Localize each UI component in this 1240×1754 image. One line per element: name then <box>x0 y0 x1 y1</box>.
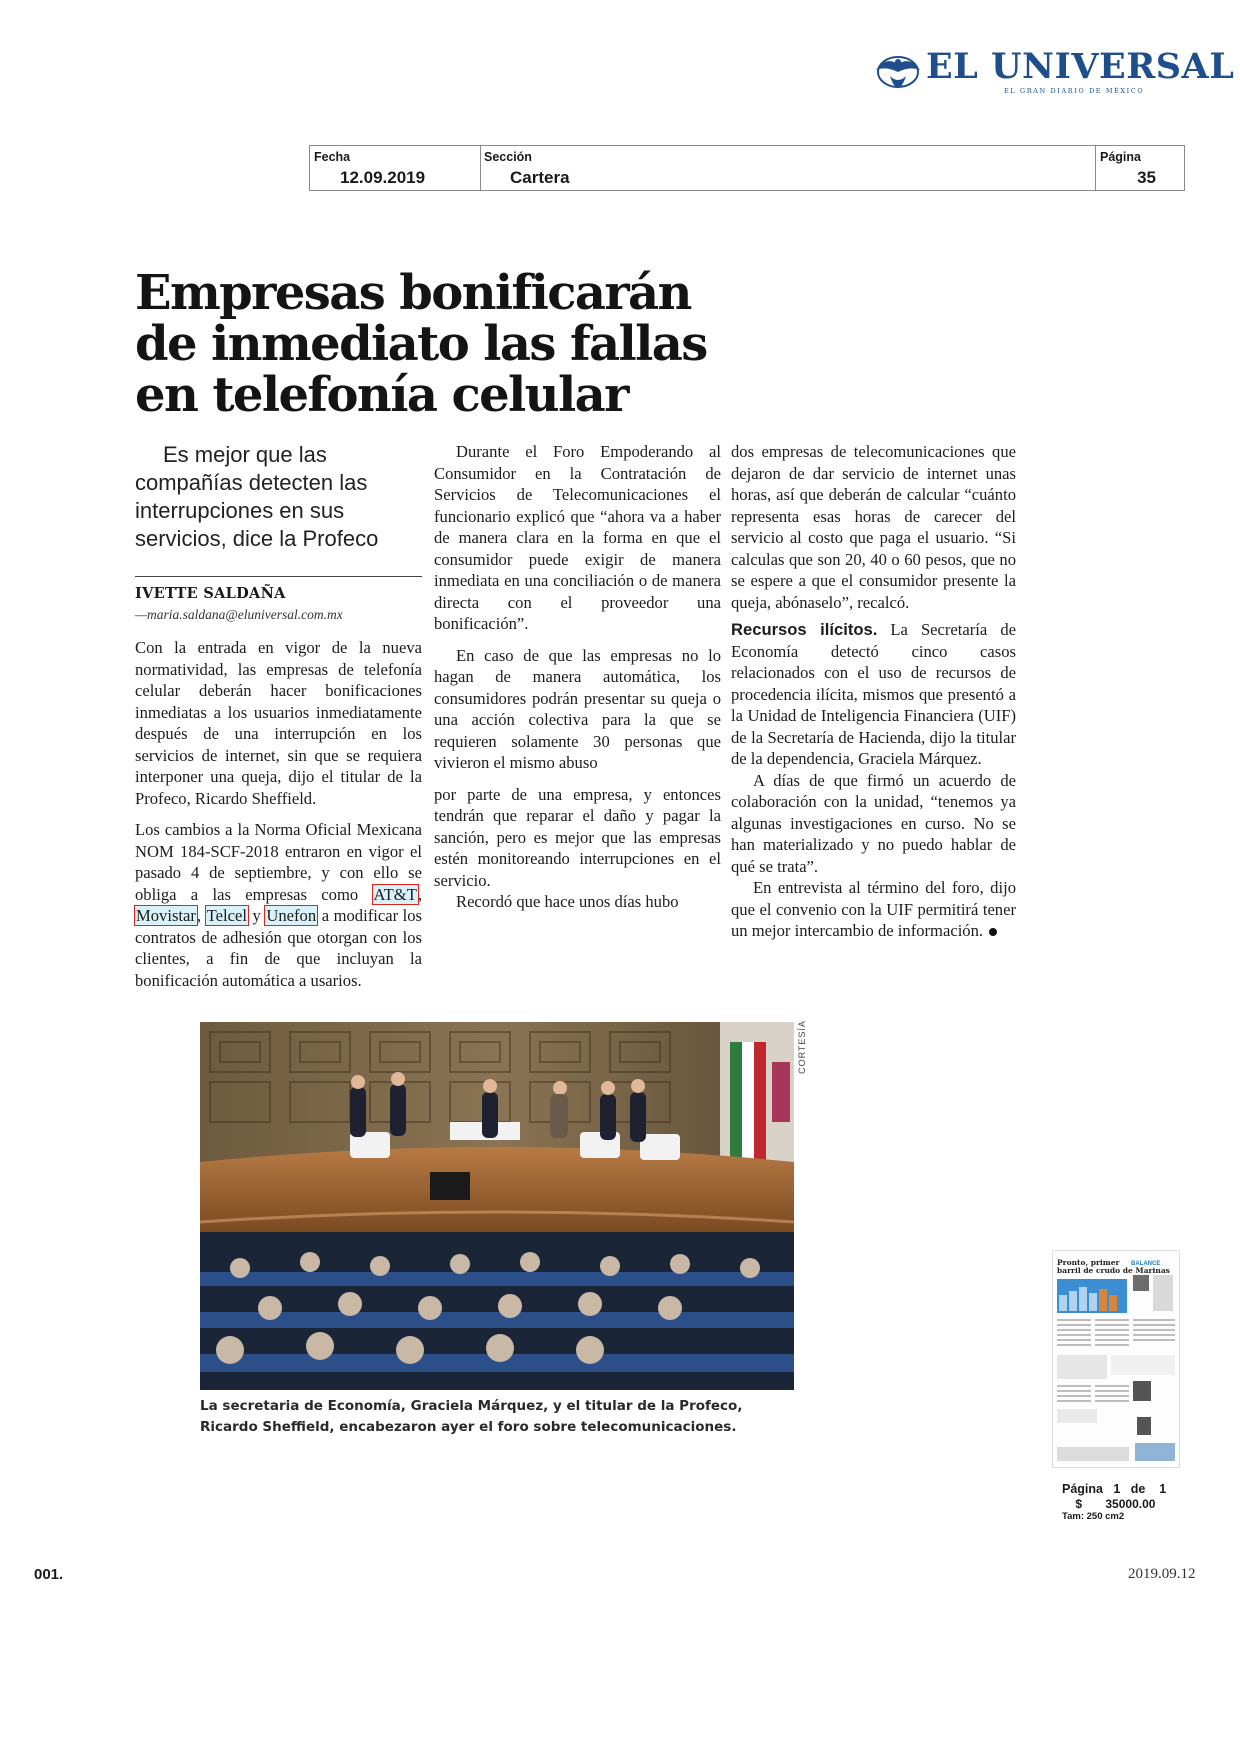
article-subhead <box>135 441 425 553</box>
page-count-row <box>1062 1482 1202 1496</box>
event-photo <box>200 1022 794 1390</box>
article-column-2 <box>434 441 721 923</box>
brand-name: EL UNIVERSAL <box>926 46 1235 87</box>
thumb-page-num: 1 <box>1113 1482 1121 1496</box>
paragraph-2 <box>135 819 422 991</box>
paragraph-4b: por parte de una empresa, y entonces tendrán que reparar el daño y pagar la sanción, pero es mejor que las empresas estén monitoreando interrupciones en el servicio. <box>434 784 721 890</box>
page-value: 35 <box>1137 168 1156 187</box>
eagle-logo-icon <box>868 50 928 92</box>
paragraph-5a: Recordó que hace unos días hubo <box>456 892 679 911</box>
page-thumbnail-preview <box>1053 1251 1179 1467</box>
price-row <box>1062 1497 1202 1511</box>
clip-number: 001. <box>34 1566 64 1583</box>
highlight-att: AT&T <box>373 884 417 904</box>
thumb-de-label: de <box>1130 1482 1146 1496</box>
paragraph-2-start: Los cambios a la Norma Oficial Mexicana NOM 184-SCF-2018 entraron en vigor el pasado 4 de septiembre, y con ello se obliga a las empresas como <box>135 820 422 904</box>
photo-credit-text: CORTESÍA <box>796 1020 807 1074</box>
photo-credit <box>793 1020 807 1074</box>
paragraph-6: Recursos ilícitos. La Secretaría de Economía detectó cinco casos relacionados con el uso de recursos de procedencia ilícita, mismos que presentó a la Unidad de Inteligencia Financiera (UIF) de la Secretaría de Hacienda, dijo la titular de la dependencia, Graciela Márquez. <box>731 620 1016 768</box>
paragraph-4a: En caso de que las empresas no lo hagan de manera automática, los consumidores podrán presentar su queja o una acción colectiva para la que se requieren solamente 30 personas que vivieron el mismo abuso <box>434 645 721 772</box>
highlight-unefon: Unefon <box>266 906 317 925</box>
paragraph-2-end: a modificar los contratos de adhesión que otorgan con los clientes, a fin de que incluyan la bonificación automática a usarios. <box>135 906 423 990</box>
clip-date: 2019.09.12 <box>1128 1566 1196 1582</box>
page-meta <box>1062 1482 1202 1522</box>
price-amount: 35000.00 <box>1105 1497 1156 1511</box>
thumb-headline-l1: Pronto, primer <box>1057 1258 1120 1267</box>
masthead <box>868 46 1235 95</box>
publication-info-box <box>309 145 1185 191</box>
subhead-text: Es mejor que las compañías detecten las interrupciones en sus servicios, dice la Profeco <box>135 442 379 551</box>
separator-3: y <box>252 906 261 925</box>
article-column-1 <box>135 637 422 991</box>
section-value: Cartera <box>510 168 570 187</box>
currency-symbol: $ <box>1075 1497 1083 1511</box>
thumb-balance-label: BALANCE <box>1131 1261 1161 1267</box>
thumb-page-label: Página <box>1062 1482 1103 1496</box>
date-cell <box>310 146 481 190</box>
forum-stage-image <box>200 1022 794 1390</box>
paragraph-gap <box>434 913 721 923</box>
paragraph-8: En entrevista al término del foro, dijo que el convenio con la UIF permitirá tener un mejor intercambio de información. <box>731 878 1016 940</box>
highlight-movistar: Movistar <box>136 906 196 925</box>
paragraph-3: Durante el Foro Empoderando al Consumidor en la Contratación de Servicios de Telecomunicaciones el funcionario explicó que “ahora va a haber de manera clara en la forma en que el consumidor puede exigir de manera inmediata en una conciliación o de manera directa con el proveedor una bonificación”. <box>434 442 721 633</box>
paragraph-gap <box>434 774 721 784</box>
section-cell <box>480 146 1096 190</box>
byline-divider <box>135 576 422 577</box>
photo-caption: La secretaria de Economía, Graciela Márquez, y el titular de la Profeco, Ricardo Sheffield, encabezaron ayer el foro sobre telecomunicaciones. <box>200 1398 743 1435</box>
size-row: Tam: 250 cm2 <box>1062 1511 1125 1522</box>
paragraph-5b: dos empresas de telecomunicaciones que dejaron de dar servicio de internet unas horas, así que deberán de calcular “cuánto representa esas horas de carecer del servicio al costo que paga el usuario. “Si calculas que son 20, 40 o 60 pesos, que no se espere a que el consumidor presente la queja, abónaselo”, recalcó. <box>731 442 1016 612</box>
author-email: —maria.saldana@eluniversal.com.mx <box>135 607 343 622</box>
page-cell <box>1096 146 1184 190</box>
paragraph-1: Con la entrada en vigor de la nueva normatividad, las empresas de telefonía celular deberán hacer bonificaciones inmediatas a los usuarios inmediatamente después de una interrupción en los servicios de internet, sin que se requiera interponer una queja, dijo el titular de la Profeco, Ricardo Sheffield. <box>135 638 422 808</box>
thumb-page-total: 1 <box>1159 1482 1167 1496</box>
highlight-telcel: Telcel <box>206 906 247 925</box>
page-label: Página <box>1100 150 1141 164</box>
brand-tagline: EL GRAN DIARIO DE MÉXICO <box>1004 87 1145 95</box>
date-label: Fecha <box>314 150 351 164</box>
paragraph-gap <box>434 635 721 645</box>
article-headline: Empresas bonificarán de inmediato las fallas en telefonía celular <box>135 265 707 423</box>
separator-1: , <box>417 884 422 904</box>
author-byline: IVETTE SALDAÑA <box>135 585 286 602</box>
date-value: 12.09.2019 <box>340 168 426 187</box>
separator-2: , <box>196 906 202 925</box>
article-end-mark <box>989 928 997 936</box>
thumb-headline-l2: barril de crudo de Marinas <box>1057 1266 1170 1275</box>
section-label: Sección <box>484 150 532 164</box>
page-thumbnail[interactable] <box>1052 1250 1180 1468</box>
article-column-3 <box>731 441 1016 942</box>
paragraph-7: A días de que firmó un acuerdo de colaboración con la unidad, “tenemos ya algunas investigaciones en curso. No se han materializado y no puedo hablar de qué se trata”. <box>731 770 1016 876</box>
section-kicker: Recursos ilícitos. <box>731 620 878 639</box>
